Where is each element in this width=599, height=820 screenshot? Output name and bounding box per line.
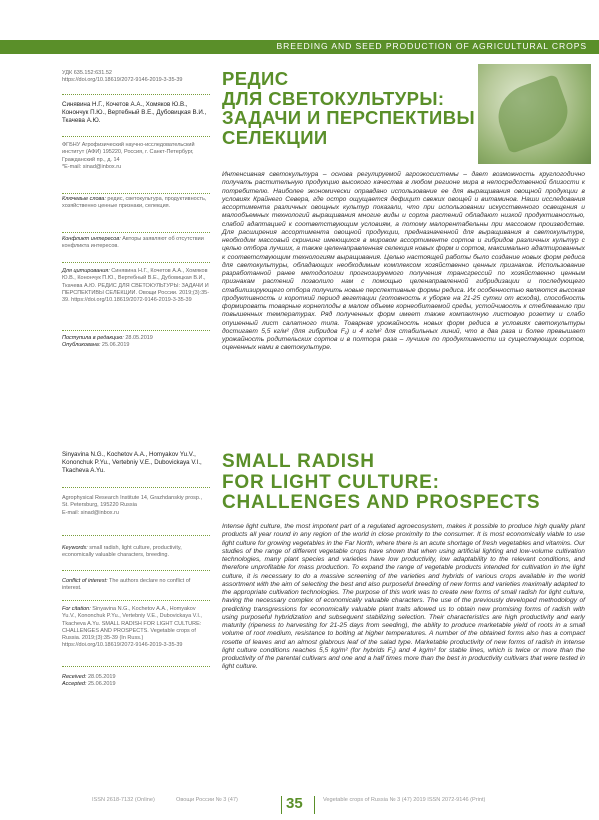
en-article-title (222, 452, 540, 514)
ru-title-line: ДЛЯ СВЕТОКУЛЬТУРЫ: (222, 87, 445, 109)
divider (62, 600, 210, 601)
section-header-title: BREEDING AND SEED PRODUCTION OF AGRICULTURAL CROPS (276, 41, 587, 51)
footer-journal-ru: Овощи России № 3 (47) (176, 797, 238, 803)
ru-conflict-label: Конфликт интересов: (62, 236, 121, 242)
page-number-divider (314, 796, 315, 814)
ru-udc-block (62, 70, 210, 85)
divider (62, 136, 210, 137)
en-received-label: Received: (62, 674, 87, 680)
en-received-date: 28.05.2019 (86, 674, 116, 680)
en-title-line: SMALL RADISH (222, 451, 375, 472)
en-authors: Sinyavina N.G., Kochetov A.A., Homyakov Yu.V., Kononchuk P.Yu., Vertebniy V.E., Dubovickaya V.I., Tkacheva A.Yu. (62, 451, 202, 475)
en-accepted-label: Accepted: (62, 681, 87, 688)
ru-article-title (222, 69, 475, 147)
ru-published-date: 25.06.2019 (100, 342, 130, 349)
divider (62, 487, 210, 488)
en-authors-block (62, 451, 210, 475)
en-keywords-text: small radish, light culture, productivity, economically valuable characters, breeding. (62, 545, 182, 559)
ru-received-label: Поступила в редакцию: (62, 335, 124, 341)
ru-received-date: 28.05.2019 (123, 335, 153, 341)
divider (62, 570, 210, 571)
en-conflict (62, 578, 210, 593)
ru-published-label: Опубликована: (62, 342, 101, 349)
footer-journal-en: Vegetable crops of Russia № 3 (47) 2019 ISSN 2072-9146 (Print) (323, 797, 486, 803)
divider (62, 193, 210, 194)
ru-authors: Синявина Н.Г., Кочетов А.А., Хомяков Ю.В., Конончук П.Ю., Вертебный В.Е., Дубовицкая В.И., Ткачева А.Ю. (62, 101, 207, 125)
ru-keywords-text: редис, светокультура, продуктивность, хозяйственно ценные признаки, селекция. (62, 196, 207, 210)
ru-keywords-label: Ключевые слова: (62, 196, 106, 202)
divider (62, 232, 210, 233)
ru-dates (62, 335, 210, 350)
ru-email[interactable]: *E-mail: sinad@inbox.ru (62, 163, 122, 170)
ru-authors-block (62, 101, 210, 125)
ru-abstract: Интенсивная светокультура – основа регулируемой агроэкосистемы – дает возможность круглогодично получать растительную продукцию высокого качества в любом регионе мира в непосредственной близости к потребителю. Наиболее экономически оправдано использование ее для выращивания овощной продукции в условиях Крайнего Севера, где остро ощущается дефицит свежих овощей и витаминов. Наши исследования ассортимента различных овощных культур показали, что при использовании искусственного освещения и малообъемных технологий выращивания многие виды и сорта растений обладают низкой продуктивностью, слабой адаптацией к соответствующим условиям, а потому малорентабельны при массовом производстве. Для расширения ассортимента овощной продукции, предназначенной для выращивания в светокультуре, необходим массовый скрининг имеющихся в мировом ассортименте сортов и гибридов различных культур с целью отбора лучших, а также целенаправленная селекция новых форм и сортов, максимально адаптированных к соответствующим технологиям выращивания. Целью настоящей работы было создание новых форм редиса для светокультуры, обладающих необходимым комплексом хозяйственно ценных признаков. Использование разработанной ранее методологии прогнозируемого получения трансгрессий по хозяйственно ценным признакам растений позволило нам с помощью целенаправленной гибридизации и последующего стабилизирующего отбора получить новые перспективные формы редиса. Их особенностью являются высокая продуктивность и короткий период вегетации (готовность к уборке на 21-25 сутки от всхода), способность формировать товарные корнеплоды в малом объеме корнеобитаемой среды, устойчивость к стеблеванию при повышенных температурах. Ряд полученных форм имеет также компактную листовую розетку и слабо опушенный лист салатного типа. Товарная урожайность новых форм редиса в условиях светокультуры достигает 5,5 кг/м² (для гибридов F₁) и 4 кг/м² для стабильных линий, что в два раза и более превышает урожайность родительских сортов и в полтора раза – лучшие по продуктивности из существующих сортов, оцененных нами в светокультуре. (222, 171, 585, 352)
ru-keywords (62, 196, 210, 211)
footer-issn-online: ISSN 2618-7132 (Online) (92, 797, 155, 803)
en-conflict-label: Conflict of interest: (62, 578, 108, 584)
ru-doi-link[interactable]: https://doi.org/10.18619/2072-9146-2019-3-35-39 (62, 77, 183, 84)
section-header-bar (0, 40, 599, 54)
radish-leaf-photo (478, 64, 591, 164)
en-keywords (62, 545, 210, 560)
en-affiliation: Agrophysical Research Institute 14, Grazhdanskiy prosp., St. Petersburg, 195220 Russia (62, 495, 203, 509)
ru-citation (62, 268, 210, 304)
en-dates (62, 674, 210, 689)
en-citation-text: Sinyavina N.G., Kochetov A.A., Homyakov Yu.V., Kononchuk P.Yu., Vertebniy V.E., Dubovickaya V.I., Tkacheva A.Yu. SMALL RADISH FOR LIGHT CULTURE: CHALLENGES AND PROSPECTS. Vegetable crops of Russia. 2019;(3):35-39 (In Russ.) https://doi.org/10.18619/2072-9146-2019-3-35-39 (62, 606, 202, 649)
ru-conflict (62, 236, 210, 251)
en-conflict-text: The authors declare no conflict of interest. (62, 578, 191, 592)
divider (62, 666, 210, 667)
ru-udc: УДК 635.152:631.52 (62, 70, 112, 76)
ru-affiliation: ФГБНУ Агрофизический научно-исследовательский институт (АФИ) 195220, Россия, г. Санкт-Петербург, Гражданский пр., д. 14 (62, 142, 195, 163)
en-citation-label: For citation: (62, 606, 91, 612)
divider (62, 262, 210, 263)
ru-title-line: РЕДИС (222, 68, 289, 89)
ru-title-line: ЗАДАЧИ И ПЕРСПЕКТИВЫ (222, 107, 475, 128)
en-title-line: CHALLENGES AND PROSPECTS (222, 492, 541, 513)
divider (62, 535, 210, 536)
ru-citation-text: Синявина Н.Г., Кочетов А.А., Хомяков Ю.В., Конончук П.Ю., Вертебный В.Е., Дубовицкая В.И., Ткачева А.Ю. РЕДИС ДЛЯ СВЕТОКУЛЬТУРЫ: ЗАДАЧИ И ПЕРСПЕКТИВЫ СЕЛЕКЦИИ. Овощи России. 2019;(3):35-39. https://doi.org/10.18619/2072-9146-2019-3-35-39 (62, 268, 210, 304)
en-keywords-label: Keywords: (62, 545, 88, 551)
en-citation (62, 606, 210, 650)
en-accepted-date: 25.06.2019 (86, 681, 116, 688)
divider (62, 94, 210, 95)
ru-title-line: СЕЛЕКЦИИ (222, 126, 328, 148)
divider (62, 330, 210, 331)
en-abstract: Intense light culture, the most impotent part of a regulated agroecosystem, makes it possible to produce high quality plant products all year round in any region of the world in close proximity to the consumer. It is most economically viable to use light culture for growing vegetables in the Far North, where there is an acute shortage of fresh vegetables and vitamins. Our studies of the range of different vegetable crops have shown that when using artificial lighting and low-volume cultivation technologies, many plant species and varieties have low productivity, low adaptability to the relevant conditions, and therefore unprofitable for mass production. To expand the range of vegetable products intended for cultivation in the light culture, it is necessary to do a massive screening of the varieties and hybrids of various crops available in the world assortment with the aim of selecting the best and also purposeful breeding of new forms and varieties maximally adapted to the appropriate cultivation technologies. The purpose of this work was to create new forms of small radish for light culture, having the necessary complex of economically valuable characters. The use of the previously developed methodology of predicting transgressions for economically valuable plant traits allowed us to obtain new promising forms of radish with using purposeful hybridization and subsequent stabilizing selection. Their characteristics are high productivity and early maturity (ripeness to harvesting for 21-25 days from seeding), the ability to produce marketable yield of roots in a small volume of root medium, resistance to bolting at higher temperatures. A number of the obtained forms also has a compact rosette of leaves and an almost glabrous leaf of the salad type. Marketable productivity of new forms of radish in intense light culture conditions reaches 5,5 kg/m² (for hybrids F₁) and 4 kg/m² for stable lines, which is twice or more than the productivity of the parental cultivars and one and a half times more than the best in productivity cultivars that were tested in light culture. (222, 523, 585, 671)
page-number-divider (281, 796, 282, 814)
page-number: 35 (286, 795, 303, 812)
ru-conflict-text: Авторы заявляют об отсутствии конфликта интересов. (62, 236, 204, 250)
en-affiliation-block (62, 495, 210, 517)
ru-affiliation-block (62, 142, 210, 171)
ru-citation-label: Для цитирования: (62, 268, 110, 274)
en-email[interactable]: E-mail: sinad@inbox.ru (62, 509, 119, 516)
en-title-line: FOR LIGHT CULTURE: (222, 471, 440, 493)
